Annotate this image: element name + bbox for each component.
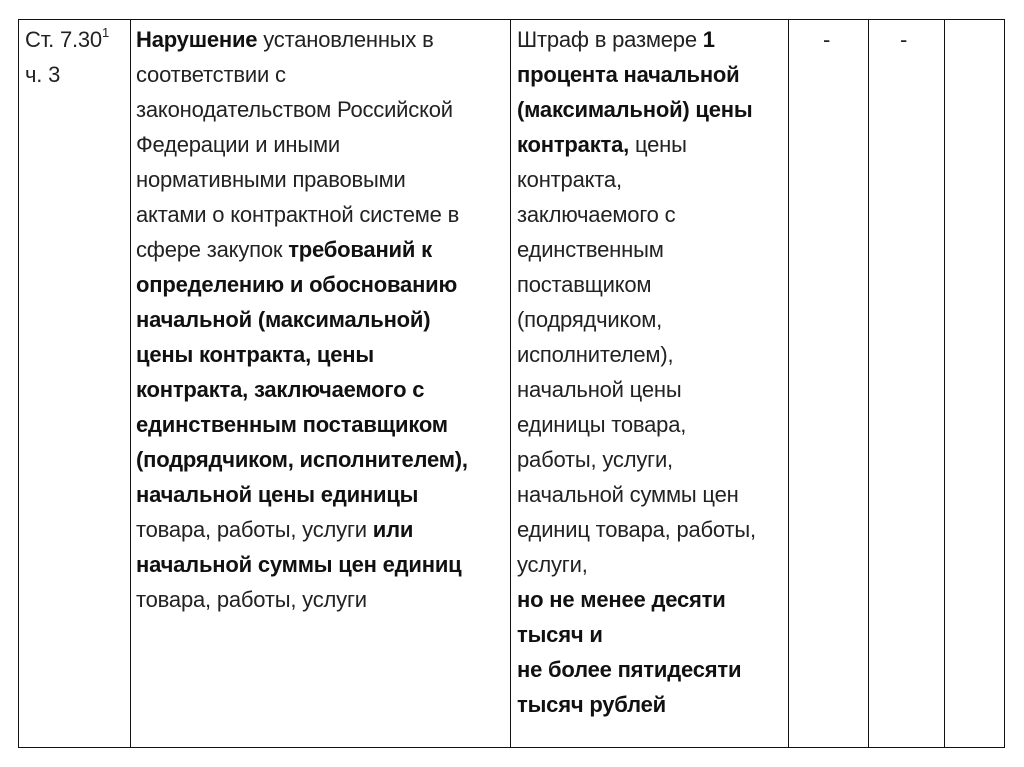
violation-line — [136, 57, 506, 92]
article-part: ч. 3 — [25, 62, 61, 87]
violation-text: сфере закупок — [136, 237, 289, 262]
violation-bold-text: контракта, заключаемого с — [136, 377, 425, 402]
violation-line — [136, 302, 506, 337]
penalty-text: (подрядчиком, — [517, 307, 663, 332]
column-divider-1 — [130, 19, 131, 748]
violation-line — [136, 547, 506, 582]
penalty-line — [517, 57, 785, 92]
penalty-line — [517, 512, 785, 547]
penalty-line — [517, 127, 785, 162]
violation-line — [136, 92, 506, 127]
penalty-line — [517, 267, 785, 302]
article-superscript: 1 — [101, 24, 109, 40]
violation-cell — [136, 22, 506, 617]
penalty-table — [18, 19, 1005, 748]
violation-text: соответствии с — [136, 62, 286, 87]
violation-text: законодательством Российской — [136, 97, 453, 122]
penalty-line — [517, 372, 785, 407]
violation-text: Федерации и иными — [136, 132, 340, 157]
violation-bold-text: цены контракта, цены — [136, 342, 374, 367]
violation-line — [136, 267, 506, 302]
violation-line — [136, 232, 506, 267]
violation-bold-text: требований к — [288, 237, 432, 262]
penalty-line — [517, 22, 785, 57]
penalty-line — [517, 162, 785, 197]
violation-line — [136, 197, 506, 232]
violation-text: товара, работы, услуги — [136, 587, 367, 612]
penalty-text: начальной суммы цен — [517, 482, 739, 507]
violation-line — [136, 477, 506, 512]
penalty-text: единственным — [517, 237, 664, 262]
violation-line — [136, 162, 506, 197]
table-top-border — [18, 19, 1005, 20]
col4-dash: - — [823, 27, 831, 52]
penalty-line — [517, 477, 785, 512]
penalty-line — [517, 407, 785, 442]
penalty-bold-text: 1 — [702, 27, 715, 52]
penalty-text: начальной цены — [517, 377, 682, 402]
penalty-bold-text: тысяч и — [517, 622, 603, 647]
penalty-text: контракта, — [517, 167, 622, 192]
violation-bold-text: начальной цены единицы — [136, 482, 419, 507]
penalty-line — [517, 687, 785, 722]
violation-line — [136, 22, 506, 57]
violation-line — [136, 127, 506, 162]
table-bottom-border — [18, 747, 1005, 748]
violation-line — [136, 582, 506, 617]
violation-bold-text: единственным поставщиком — [136, 412, 448, 437]
penalty-line — [517, 232, 785, 267]
violation-line — [136, 442, 506, 477]
penalty-line — [517, 582, 785, 617]
table-left-border — [18, 19, 19, 748]
penalty-text: исполнителем), — [517, 342, 674, 367]
column-divider-5 — [944, 19, 945, 748]
penalty-cell — [517, 22, 785, 722]
violation-line — [136, 337, 506, 372]
penalty-text: работы, услуги, — [517, 447, 673, 472]
violation-bold-text: Нарушение — [136, 27, 258, 52]
table-right-border — [1004, 19, 1005, 748]
article-cell — [25, 22, 129, 92]
violation-bold-text: определению и обоснованию — [136, 272, 458, 297]
violation-bold-text: начальной (максимальной) — [136, 307, 431, 332]
penalty-line — [517, 652, 785, 687]
violation-line — [136, 512, 506, 547]
penalty-text: заключаемого с — [517, 202, 676, 227]
violation-text: актами о контрактной системе в — [136, 202, 460, 227]
violation-text: установленных в — [257, 27, 434, 52]
violation-bold-text: начальной суммы цен единиц — [136, 552, 462, 577]
penalty-line — [517, 197, 785, 232]
penalty-line — [517, 92, 785, 127]
penalty-bold-text: (максимальной) цены — [517, 97, 753, 122]
column-divider-4 — [868, 19, 869, 748]
violation-bold-text: или — [372, 517, 414, 542]
penalty-line — [517, 337, 785, 372]
article-line — [25, 22, 129, 57]
penalty-line — [517, 617, 785, 652]
penalty-line — [517, 547, 785, 582]
violation-text: товара, работы, услуги — [136, 517, 373, 542]
violation-line — [136, 407, 506, 442]
column-divider-2 — [510, 19, 511, 748]
penalty-text: поставщиком — [517, 272, 652, 297]
penalty-bold-text: но не менее десяти — [517, 587, 726, 612]
penalty-line — [517, 442, 785, 477]
penalty-text: цены — [629, 132, 687, 157]
penalty-text: единицы товара, — [517, 412, 687, 437]
penalty-text: единиц товара, работы, — [517, 517, 756, 542]
col5-dash: - — [900, 27, 908, 52]
article-number: Ст. 7.30 — [25, 27, 102, 52]
penalty-bold-text: не более пятидесяти — [517, 657, 742, 682]
penalty-bold-text: контракта, — [517, 132, 630, 157]
penalty-text: Штраф в размере — [517, 27, 703, 52]
violation-line — [136, 372, 506, 407]
penalty-text: услуги, — [517, 552, 588, 577]
penalty-bold-text: тысяч рублей — [517, 692, 666, 717]
violation-bold-text: (подрядчиком, исполнителем), — [136, 447, 468, 472]
violation-text: нормативными правовыми — [136, 167, 406, 192]
penalty-line — [517, 302, 785, 337]
penalty-bold-text: процента начальной — [517, 62, 740, 87]
column-divider-3 — [788, 19, 789, 748]
